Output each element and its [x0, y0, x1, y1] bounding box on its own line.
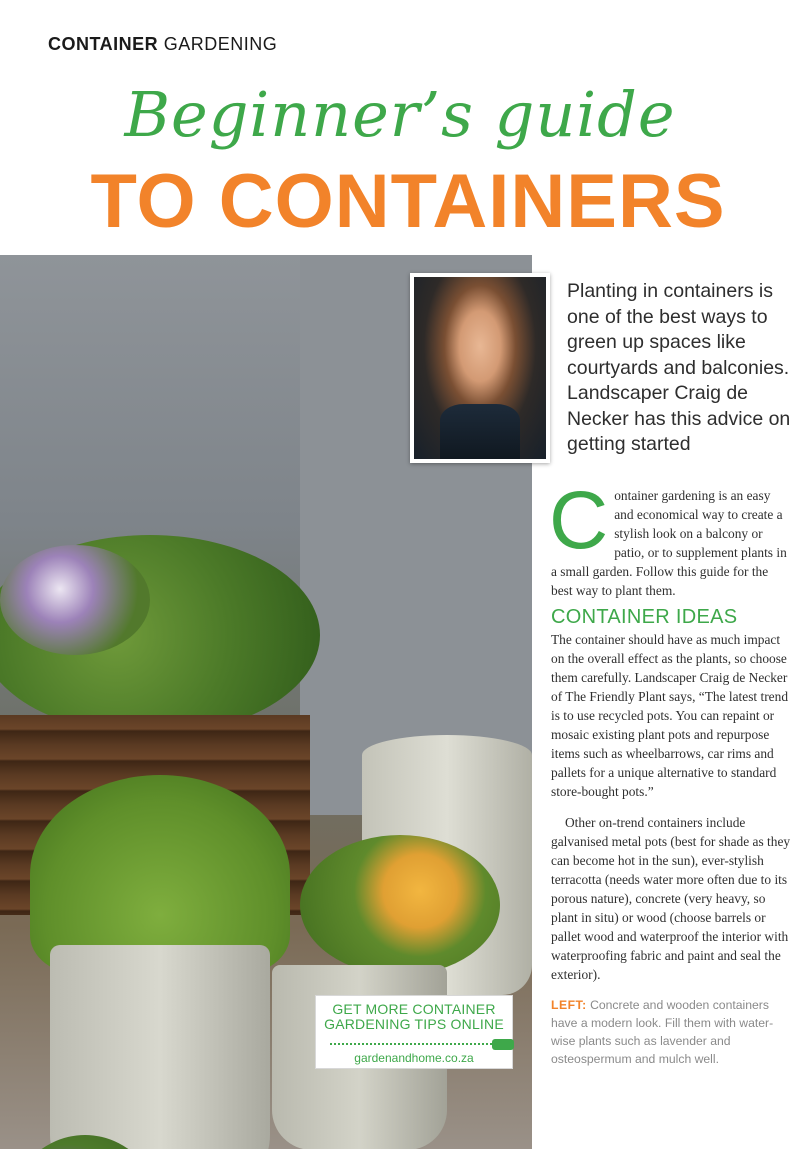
- title-script-line: Beginner’s guide: [124, 78, 676, 151]
- article-paragraph-3: Other on-trend containers include galvanised metal pots (best for shade as they can become hot in the sun), ever-stylish terracotta (needs water more often due to its porous nature), concrete (very heavy, so plant in situ) or wood (choose barrels or pallet wood and waterproof the interior with waterproofing fabric and paint and seal the exterior).: [551, 815, 791, 982]
- photo-yellow-flowers: [300, 835, 500, 975]
- intro-text: Planting in containers is one of the best ways to green up spaces like courtyards and balconies. Landscaper Craig de Necker has this advice on getting started: [567, 280, 791, 455]
- title-main-line: TO CONTAINERS: [90, 159, 726, 244]
- caption-label: LEFT:: [551, 998, 587, 1012]
- promo-url-link[interactable]: gardenandhome.co.za: [354, 1051, 474, 1065]
- drop-cap: C: [549, 475, 609, 566]
- section-heading: CONTAINER IDEAS: [551, 606, 738, 628]
- section-label-bold: CONTAINER: [48, 34, 159, 54]
- promo-line-2: GARDENING TIPS ONLINE: [324, 1016, 504, 1032]
- photo-caption: [551, 996, 783, 1068]
- section-label-light: GARDENING: [163, 34, 278, 54]
- photo-concrete-pot-large: [50, 945, 270, 1149]
- portrait-photo: [410, 273, 550, 463]
- article-paragraph-1: [549, 475, 791, 600]
- online-tips-promo[interactable]: [315, 995, 513, 1069]
- section-label: [48, 34, 277, 55]
- promo-dotted-rule: [330, 1037, 500, 1045]
- portrait-image: [414, 277, 546, 459]
- photo-flowers: [0, 545, 150, 655]
- tag-icon: [492, 1039, 514, 1050]
- article-paragraph-2: The container should have as much impact on the overall effect as the plants, so choose them carefully. Landscaper Craig de Necker of The Friendly Plant says, “The latest trend is to use recycled pots. You can repaint or mosaic existing plant pots and repurpose items such as wheelbarrows, car rims and pallets for a unique alternative to standard store-bought pots.”: [551, 632, 789, 799]
- caption-text: Concrete and wooden containers have a modern look. Fill them with water-wise plants such as lavender and osteospermum and mulch well.: [551, 998, 774, 1066]
- paragraph-1-text: ontainer gardening is an easy and economical way to create a stylish look on a balcony or patio, or to supplement plants in a small garden. Follow this guide for the best way to plant them.: [551, 488, 787, 598]
- promo-line-1: GET MORE CONTAINER: [332, 1001, 496, 1017]
